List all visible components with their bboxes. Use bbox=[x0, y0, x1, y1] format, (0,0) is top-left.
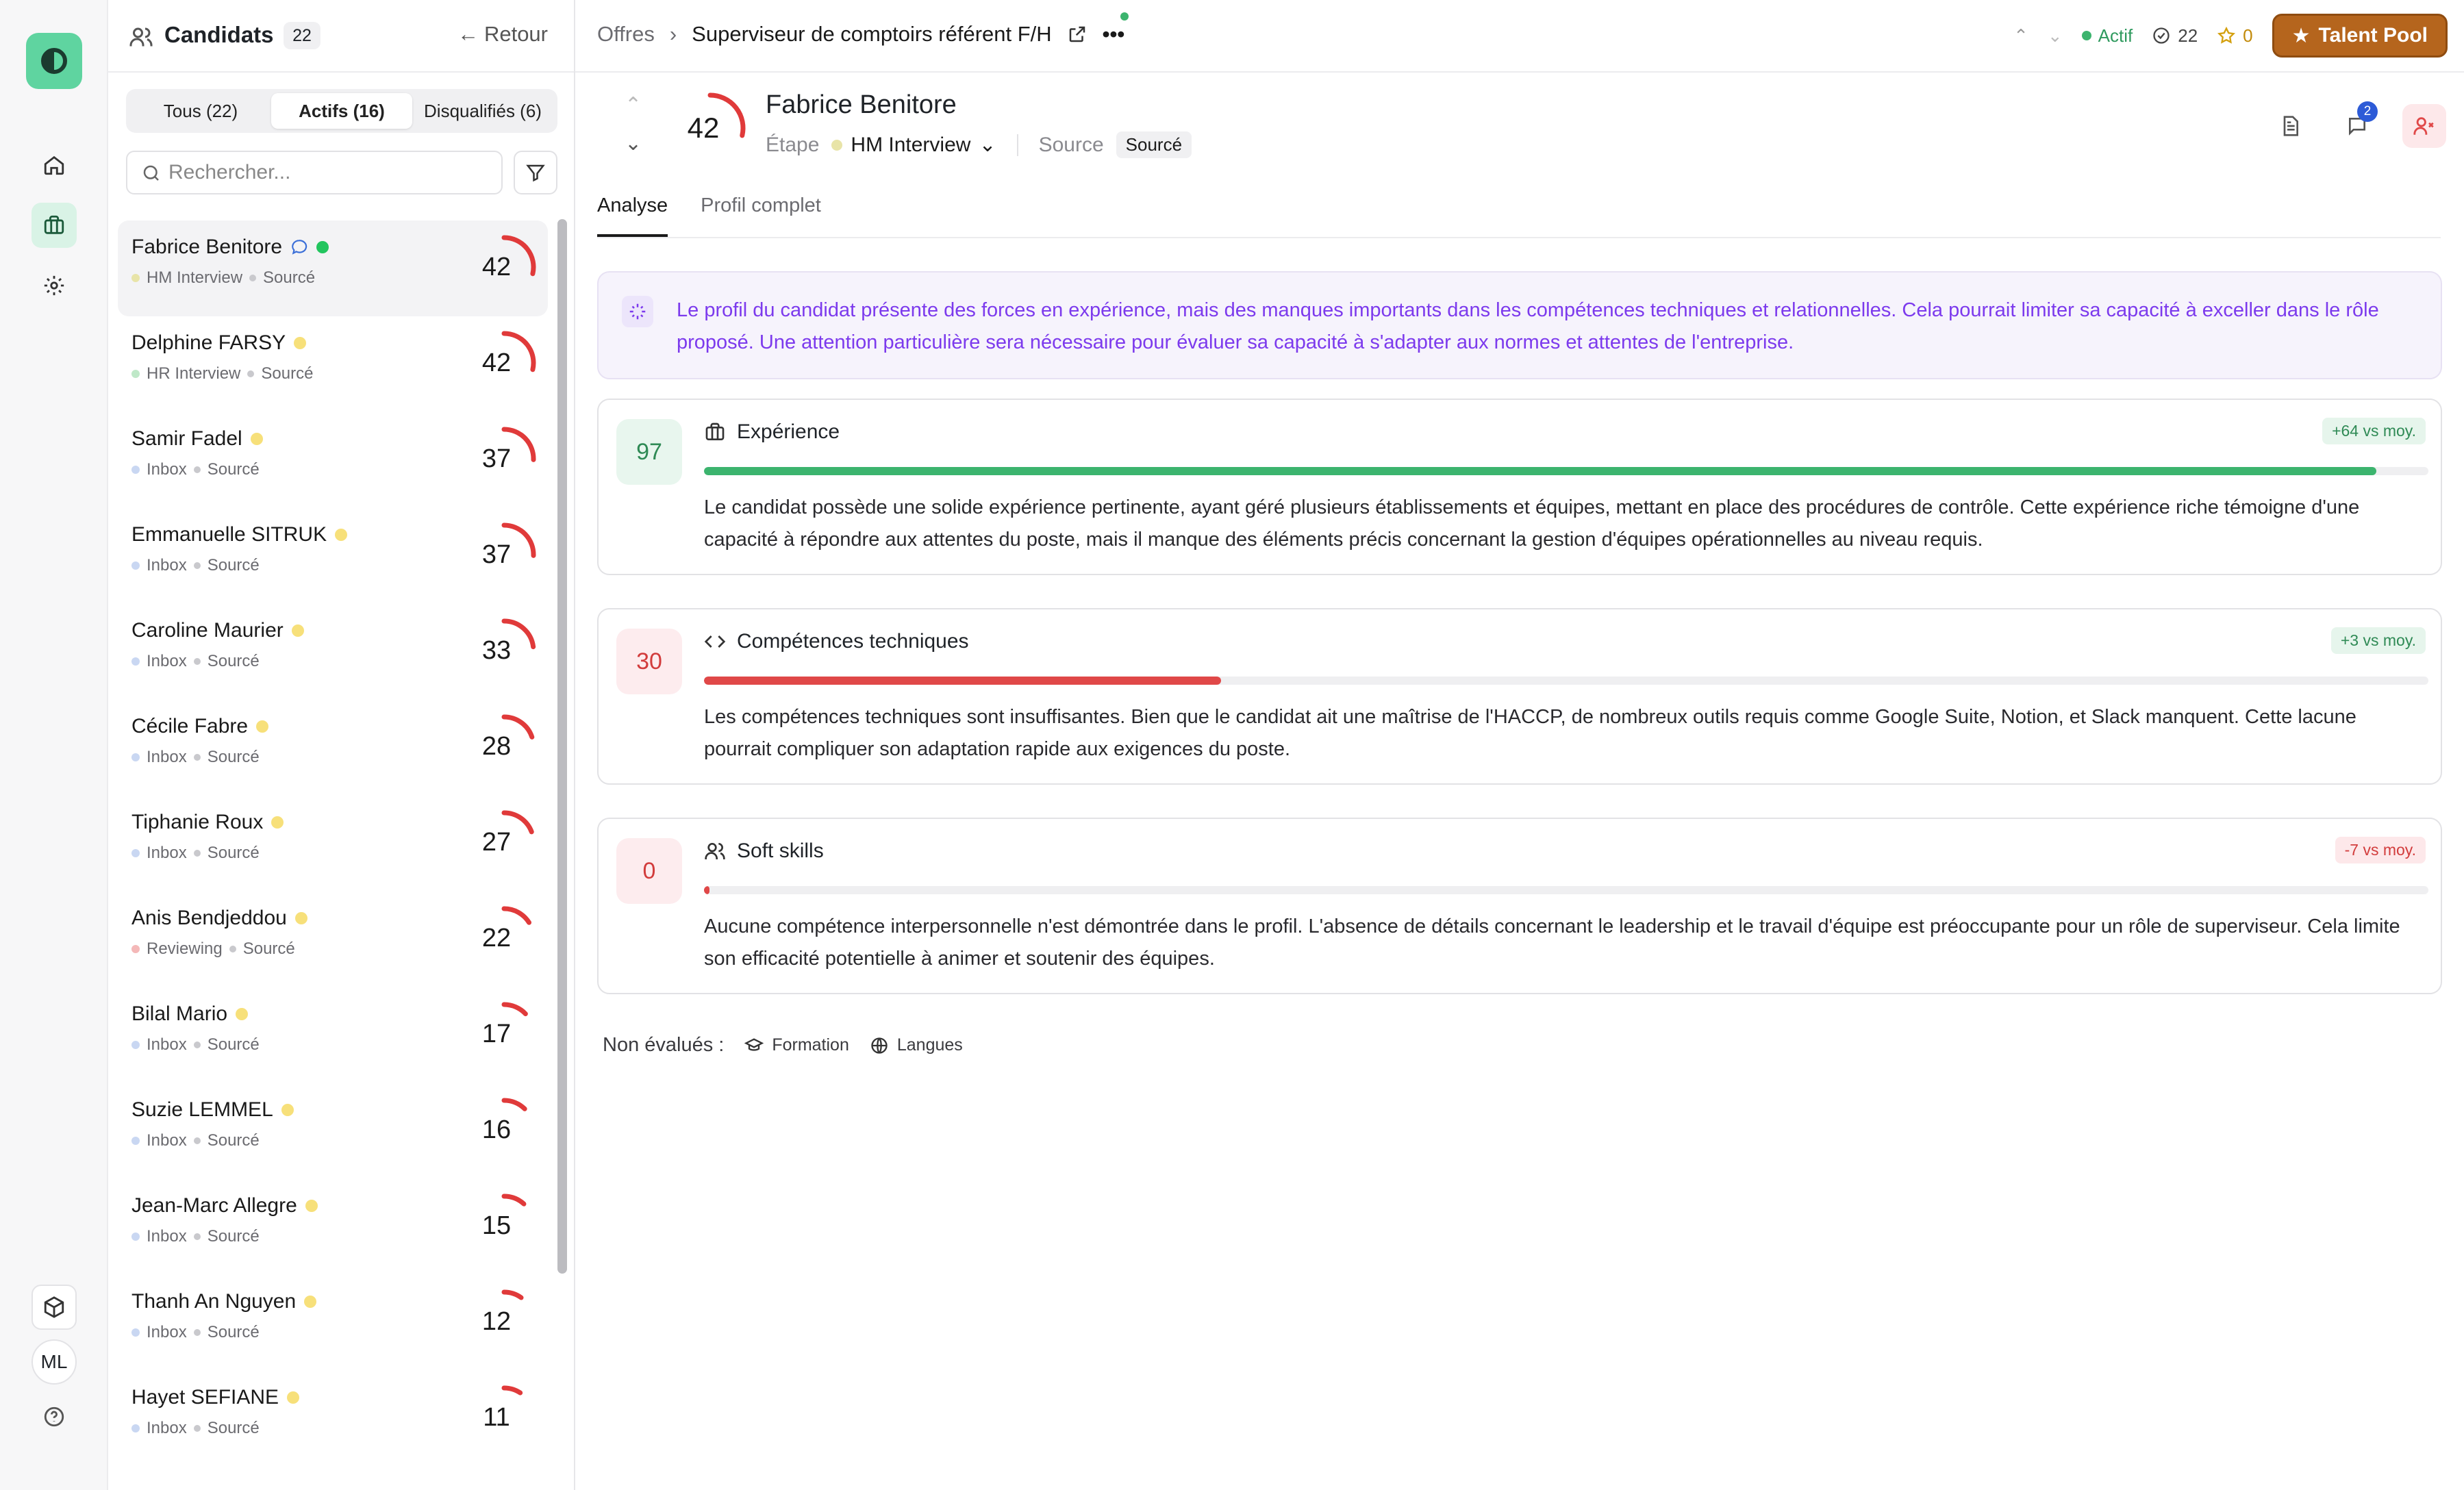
candidate-name: Fabrice Benitore bbox=[766, 90, 957, 119]
candidate-row-name bbox=[131, 715, 268, 738]
candidate-row-name bbox=[131, 1194, 318, 1217]
candidate-row-score bbox=[470, 1383, 538, 1452]
checks-count: 22 bbox=[2178, 25, 2198, 46]
candidate-row-meta bbox=[131, 460, 260, 479]
candidate-row[interactable] bbox=[118, 700, 548, 796]
stage-dropdown[interactable] bbox=[831, 133, 996, 157]
candidate-row-name-text: Thanh An Nguyen bbox=[131, 1290, 297, 1313]
candidate-row-meta bbox=[131, 364, 313, 383]
chevron-down-icon: ⌄ bbox=[979, 134, 996, 156]
filter-button[interactable] bbox=[514, 151, 557, 194]
formation-label: Formation bbox=[772, 1035, 849, 1055]
non-evaluated-langues bbox=[870, 1035, 963, 1055]
candidate-row-name-text: Samir Fadel bbox=[131, 427, 242, 450]
candidate-header bbox=[597, 84, 2446, 173]
ai-summary bbox=[597, 271, 2442, 379]
list-header bbox=[108, 0, 575, 73]
prev-candidate-button[interactable]: ⌃ bbox=[625, 94, 642, 116]
card-title bbox=[704, 420, 840, 444]
list-count-badge: 22 bbox=[284, 22, 320, 49]
candidate-row[interactable] bbox=[118, 1371, 548, 1467]
candidate-row-name bbox=[131, 811, 284, 834]
home-nav-button[interactable] bbox=[32, 142, 77, 188]
candidate-row-source: Sourcé bbox=[263, 268, 316, 287]
candidate-score bbox=[672, 90, 748, 166]
help-circle-icon bbox=[42, 1405, 66, 1428]
candidate-row-meta bbox=[131, 556, 260, 575]
segment-active[interactable]: Actifs (16) bbox=[271, 93, 412, 129]
candidate-row-stage: Inbox bbox=[147, 1323, 187, 1341]
candidate-row-name bbox=[131, 236, 329, 259]
separator-dot bbox=[194, 754, 201, 761]
candidate-row-score bbox=[470, 233, 538, 301]
file-icon bbox=[2279, 115, 2301, 137]
separator-dot bbox=[194, 1425, 201, 1432]
breadcrumb bbox=[597, 22, 1124, 47]
document-button[interactable] bbox=[2268, 104, 2312, 148]
candidate-row-stage: Inbox bbox=[147, 844, 187, 862]
candidate-row-score bbox=[470, 1000, 538, 1068]
stage-dot bbox=[131, 1137, 140, 1145]
search-placeholder: Rechercher... bbox=[168, 161, 291, 184]
stage-dot bbox=[131, 1328, 140, 1337]
status-dot bbox=[304, 1296, 316, 1308]
candidate-row-name bbox=[131, 1002, 248, 1026]
candidate-row-score bbox=[470, 1287, 538, 1356]
candidate-row-stage: HM Interview bbox=[147, 268, 243, 287]
package-button[interactable] bbox=[32, 1285, 77, 1330]
gear-icon bbox=[42, 274, 66, 297]
stage-dot bbox=[131, 274, 140, 282]
candidate-row-stage: Inbox bbox=[147, 1227, 187, 1246]
candidate-row-score bbox=[470, 712, 538, 781]
card-title-text: Soft skills bbox=[737, 839, 824, 862]
tab-profil-complet[interactable]: Profil complet bbox=[701, 194, 821, 216]
candidate-row-name bbox=[131, 619, 304, 642]
app-logo[interactable] bbox=[26, 33, 82, 89]
candidate-row-score bbox=[470, 904, 538, 972]
comment-icon bbox=[290, 238, 308, 256]
candidate-row-name-text: Anis Bendjeddou bbox=[131, 907, 287, 929]
stage-dot bbox=[131, 1041, 140, 1049]
graduation-cap-icon bbox=[744, 1036, 764, 1055]
separator-dot bbox=[194, 562, 201, 569]
analysis-card bbox=[597, 818, 2442, 994]
external-link-icon[interactable] bbox=[1067, 24, 1088, 45]
detail-tabs bbox=[597, 189, 2441, 238]
star-filled-icon: ★ bbox=[2291, 24, 2311, 47]
candidate-row-score bbox=[470, 329, 538, 397]
candidate-row[interactable] bbox=[118, 220, 548, 316]
candidate-row-score bbox=[470, 425, 538, 493]
search-input[interactable] bbox=[126, 151, 503, 194]
source-chip: Sourcé bbox=[1116, 131, 1192, 158]
code-icon bbox=[704, 631, 726, 653]
search-icon bbox=[141, 163, 162, 184]
briefcase-icon bbox=[704, 421, 726, 443]
candidate-row-source: Sourcé bbox=[207, 748, 260, 766]
candidate-row-stage: Inbox bbox=[147, 652, 187, 670]
list-title: Candidats bbox=[164, 22, 274, 47]
candidate-row-name-text: Cécile Fabre bbox=[131, 715, 249, 737]
back-button[interactable] bbox=[457, 22, 548, 47]
source-label: Source bbox=[1038, 133, 1104, 156]
separator-dot bbox=[194, 1233, 201, 1240]
candidate-row-source: Sourcé bbox=[207, 1419, 260, 1437]
star-icon bbox=[2217, 26, 2236, 45]
candidate-row-source: Sourcé bbox=[207, 844, 260, 862]
comments-badge: 2 bbox=[2357, 101, 2378, 122]
card-progress-fill bbox=[704, 467, 2376, 475]
candidate-row-source: Sourcé bbox=[207, 1323, 260, 1341]
talent-pool-button[interactable] bbox=[2272, 14, 2448, 58]
stars-counter[interactable] bbox=[2217, 25, 2252, 47]
candidate-row-meta bbox=[131, 844, 260, 863]
separator-dot bbox=[194, 1137, 201, 1144]
card-delta-badge: +3 vs moy. bbox=[2331, 627, 2426, 654]
candidate-row-name bbox=[131, 1098, 294, 1122]
breadcrumb-offres[interactable]: Offres bbox=[597, 22, 655, 46]
candidate-row-name bbox=[131, 523, 347, 546]
candidate-row-stage: Inbox bbox=[147, 1035, 187, 1054]
logo-mark-icon bbox=[41, 48, 67, 74]
chevron-right-icon: › bbox=[669, 22, 677, 46]
card-progress-fill bbox=[704, 886, 709, 894]
candidate-row-stage: HR Interview bbox=[147, 364, 241, 383]
candidate-stage-row bbox=[766, 131, 1192, 158]
status-dot bbox=[335, 529, 347, 541]
status-dot bbox=[236, 1008, 248, 1020]
candidate-row-score-value: 27 bbox=[481, 827, 512, 857]
card-title-text: Compétences techniques bbox=[737, 630, 969, 653]
card-description: Aucune compétence interpersonnelle n'est démontrée dans le profil. L'absence de détails concernant le leadership et le travail d'équipe est préoccupante pour un rôle de superviseur. Cela limite son efficacité potentielle à animer et soutenir des équipes. bbox=[704, 916, 2400, 970]
back-label: Retour bbox=[483, 22, 548, 46]
candidate-row-stage: Inbox bbox=[147, 1419, 187, 1437]
non-evaluated-formation bbox=[744, 1035, 849, 1055]
candidate-row-score bbox=[470, 1191, 538, 1260]
candidate-row-meta bbox=[131, 268, 315, 288]
candidate-row-name-text: Caroline Maurier bbox=[131, 619, 284, 642]
talent-pool-label: Talent Pool bbox=[2318, 24, 2428, 47]
candidate-row-score-value: 17 bbox=[481, 1019, 512, 1048]
candidate-row-meta bbox=[131, 939, 295, 959]
candidate-row-stage: Inbox bbox=[147, 748, 187, 766]
status-dot bbox=[271, 816, 284, 829]
tab-analyse[interactable]: Analyse bbox=[597, 189, 668, 237]
candidate-row-stage: Reviewing bbox=[147, 939, 223, 958]
candidate-row-score-value: 37 bbox=[481, 540, 512, 569]
separator-dot bbox=[249, 275, 256, 281]
candidate-row-meta bbox=[131, 1131, 260, 1150]
home-icon bbox=[42, 153, 66, 177]
status-dot bbox=[292, 624, 304, 637]
card-title-text: Expérience bbox=[737, 420, 840, 443]
comments-button[interactable] bbox=[2335, 104, 2379, 148]
settings-nav-button[interactable] bbox=[32, 263, 77, 308]
candidate-row-name bbox=[131, 907, 307, 930]
candidate-row-source: Sourcé bbox=[207, 1131, 260, 1150]
candidate-row[interactable] bbox=[118, 604, 548, 700]
candidate-list-panel bbox=[108, 0, 575, 1490]
candidate-row-score-value: 42 bbox=[481, 348, 512, 377]
status-dot bbox=[256, 720, 268, 733]
status-label: Actif bbox=[2098, 25, 2133, 46]
card-description: Les compétences techniques sont insuffisantes. Bien que le candidat ait une maîtrise de l'HACCP, de nombreux outils requis comme Google Suite, Notion, et Slack manquent. Cette lacune pourrait compliquer son adaptation rapide aux exigences du poste. bbox=[704, 706, 2356, 760]
candidate-list bbox=[118, 220, 548, 1467]
help-button[interactable] bbox=[32, 1394, 77, 1439]
candidate-row-source: Sourcé bbox=[207, 1035, 260, 1054]
card-progress-bar bbox=[704, 886, 2428, 894]
candidate-row[interactable] bbox=[118, 508, 548, 604]
non-evaluated-label: Non évalués : bbox=[603, 1034, 725, 1056]
stage-label: Étape bbox=[766, 133, 820, 156]
candidate-score-value: 42 bbox=[687, 112, 720, 144]
notification-dot bbox=[1120, 12, 1129, 21]
card-title bbox=[704, 630, 969, 653]
app-rail bbox=[0, 0, 108, 1490]
main-content bbox=[575, 0, 2464, 1490]
separator-dot bbox=[194, 466, 201, 473]
segment-disqualified[interactable]: Disqualifiés (6) bbox=[424, 100, 542, 121]
more-options-icon[interactable]: ••• bbox=[1103, 22, 1125, 47]
candidate-row-score bbox=[470, 616, 538, 685]
candidate-row-name-text: Emmanuelle SITRUK bbox=[131, 523, 327, 546]
candidate-row-name bbox=[131, 427, 263, 451]
briefcase-icon bbox=[42, 214, 66, 237]
segment-all[interactable]: Tous (22) bbox=[163, 100, 238, 121]
candidate-row-name-text: Bilal Mario bbox=[131, 1002, 228, 1025]
candidate-row-meta bbox=[131, 1227, 260, 1246]
jobs-nav-button[interactable] bbox=[32, 203, 77, 248]
candidate-row[interactable] bbox=[118, 412, 548, 508]
checks-counter[interactable] bbox=[2152, 25, 2198, 47]
stage-dot bbox=[131, 561, 140, 570]
candidate-row-name-text: Jean-Marc Allegre bbox=[131, 1194, 297, 1217]
candidate-row-score-value: 11 bbox=[483, 1402, 510, 1432]
globe-icon bbox=[870, 1036, 889, 1055]
separator-dot bbox=[194, 658, 201, 665]
candidate-row-meta bbox=[131, 1419, 260, 1438]
status-dot bbox=[287, 1391, 299, 1404]
candidate-row[interactable] bbox=[118, 987, 548, 1083]
card-delta-badge: +64 vs moy. bbox=[2322, 418, 2426, 444]
status-active[interactable] bbox=[2082, 25, 2133, 47]
candidate-row-source: Sourcé bbox=[207, 460, 260, 479]
candidate-row-source: Sourcé bbox=[242, 939, 295, 958]
candidate-row-score bbox=[470, 808, 538, 876]
status-dot bbox=[316, 241, 329, 253]
chevron-up-icon[interactable]: ⌃ bbox=[2013, 25, 2028, 46]
candidate-row-name-text: Suzie LEMMEL bbox=[131, 1098, 273, 1121]
next-candidate-button[interactable]: ⌄ bbox=[625, 132, 642, 155]
candidate-row-score-value: 16 bbox=[481, 1115, 512, 1144]
stars-count: 0 bbox=[2243, 25, 2253, 46]
candidate-row-meta bbox=[131, 748, 260, 767]
arrow-left-icon: ← bbox=[457, 22, 479, 46]
langues-label: Langues bbox=[896, 1035, 963, 1055]
card-score: 30 bbox=[616, 629, 682, 694]
separator-dot bbox=[229, 946, 236, 952]
candidate-row[interactable] bbox=[118, 316, 548, 412]
check-circle-icon bbox=[2152, 26, 2171, 45]
status-dot bbox=[2082, 31, 2091, 40]
candidate-row-name-text: Tiphanie Roux bbox=[131, 811, 264, 833]
card-score: 97 bbox=[616, 419, 682, 485]
chevron-down-icon[interactable]: ⌄ bbox=[2047, 25, 2063, 46]
candidate-row-score-value: 12 bbox=[481, 1306, 512, 1336]
user-x-icon bbox=[2413, 114, 2436, 138]
status-dot bbox=[295, 912, 307, 924]
candidate-row-source: Sourcé bbox=[261, 364, 314, 383]
candidate-row-name-text: Delphine FARSY bbox=[131, 331, 286, 354]
candidate-row[interactable] bbox=[118, 1275, 548, 1371]
filter-icon bbox=[525, 162, 546, 183]
candidate-row-source: Sourcé bbox=[207, 556, 260, 574]
candidate-row-name-text: Fabrice Benitore bbox=[131, 236, 283, 258]
candidate-row-stage: Inbox bbox=[147, 460, 187, 479]
candidate-row[interactable] bbox=[118, 796, 548, 892]
candidate-row-name bbox=[131, 1290, 316, 1313]
separator-dot bbox=[194, 850, 201, 857]
sparkles-icon bbox=[622, 296, 653, 327]
stage-dot bbox=[131, 466, 140, 474]
package-icon bbox=[42, 1296, 66, 1319]
candidate-row-stage: Inbox bbox=[147, 556, 187, 574]
status-dot bbox=[251, 433, 263, 445]
top-bar bbox=[575, 0, 2464, 73]
status-dot bbox=[281, 1104, 294, 1116]
candidate-row[interactable] bbox=[118, 1179, 548, 1275]
stage-dot bbox=[131, 657, 140, 666]
non-evaluated-row bbox=[603, 1034, 963, 1057]
candidate-row-score-value: 15 bbox=[481, 1211, 512, 1240]
candidate-row-source: Sourcé bbox=[207, 652, 260, 670]
candidate-row-score-value: 37 bbox=[481, 444, 512, 473]
ai-summary-text: Le profil du candidat présente des forces en expérience, mais des manques importants dans les compétences techniques et relationnelles. Cela pourrait limiter sa capacité à exceller dans le rôle proposé. Une attention particulière sera nécessaire pour évaluer sa capacité à s'adapter aux normes et attentes de l'entreprise. bbox=[677, 299, 2379, 353]
candidate-row[interactable] bbox=[118, 892, 548, 987]
candidate-row-source: Sourcé bbox=[207, 1227, 260, 1246]
candidate-row-score bbox=[470, 1096, 538, 1164]
candidate-row-name-text: Hayet SEFIANE bbox=[131, 1386, 279, 1409]
stage-dot bbox=[131, 1233, 140, 1241]
candidate-row-name bbox=[131, 1386, 299, 1409]
separator-dot bbox=[194, 1041, 201, 1048]
card-description: Le candidat possède une solide expérience pertinente, ayant géré plusieurs établissements et équipes, mettant en place des procédures de contrôle. Cette expérience riche témoigne d'une capacité à répondre aux attentes du poste, mais il manque des éléments précis concernant la gestion d'équipes opérationnelles au niveau requis. bbox=[704, 496, 2360, 551]
separator-dot bbox=[247, 370, 254, 377]
card-score: 0 bbox=[616, 838, 682, 904]
card-progress-bar bbox=[704, 677, 2428, 685]
candidate-row-meta bbox=[131, 652, 260, 671]
list-scrollbar[interactable] bbox=[557, 219, 567, 1274]
candidate-row-score-value: 42 bbox=[481, 252, 512, 281]
breadcrumb-job-title[interactable]: Superviseur de comptoirs référent F/H bbox=[692, 22, 1052, 46]
candidate-row[interactable] bbox=[118, 1083, 548, 1179]
candidate-row-score bbox=[470, 520, 538, 589]
candidate-row-score-value: 28 bbox=[481, 731, 512, 761]
stage-dot bbox=[131, 849, 140, 857]
stage-dot bbox=[131, 1424, 140, 1432]
candidate-row-meta bbox=[131, 1035, 260, 1055]
analysis-card bbox=[597, 399, 2442, 575]
users-icon bbox=[129, 25, 153, 49]
analysis-card bbox=[597, 608, 2442, 785]
separator-dot bbox=[194, 1329, 201, 1336]
card-progress-fill bbox=[704, 677, 1221, 685]
card-title bbox=[704, 839, 824, 863]
status-dot bbox=[294, 337, 306, 349]
stage-dot bbox=[131, 370, 140, 378]
status-dot bbox=[305, 1200, 318, 1212]
user-avatar[interactable]: ML bbox=[32, 1339, 77, 1385]
candidate-row-meta bbox=[131, 1323, 260, 1342]
users-icon bbox=[704, 840, 726, 862]
stage-dot bbox=[131, 945, 140, 953]
card-progress-bar bbox=[704, 467, 2428, 475]
stage-dot bbox=[831, 140, 842, 151]
filter-segments bbox=[126, 89, 557, 133]
candidate-row-stage: Inbox bbox=[147, 1131, 187, 1150]
candidate-actions bbox=[2268, 104, 2446, 148]
candidate-row-score-value: 22 bbox=[481, 923, 512, 952]
stage-dot bbox=[131, 753, 140, 761]
disqualify-button[interactable] bbox=[2402, 104, 2446, 148]
candidate-row-name bbox=[131, 331, 306, 355]
top-actions bbox=[2013, 14, 2448, 58]
divider bbox=[1017, 134, 1018, 156]
card-delta-badge: -7 vs moy. bbox=[2335, 837, 2426, 863]
stage-value: HM Interview bbox=[851, 133, 971, 156]
candidate-row-score-value: 33 bbox=[481, 635, 512, 665]
